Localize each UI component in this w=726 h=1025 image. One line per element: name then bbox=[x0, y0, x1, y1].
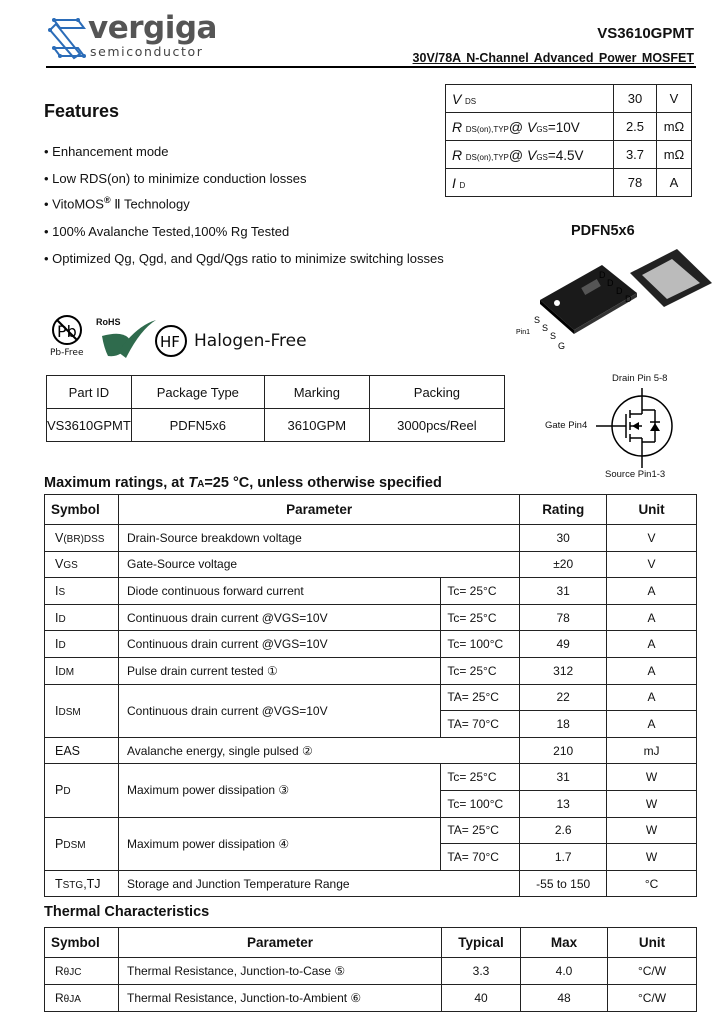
mosfet-schematic bbox=[540, 370, 710, 480]
unit-cell: W bbox=[607, 764, 697, 791]
param-cell: Pulse drain current tested ① bbox=[118, 657, 440, 684]
feature-item bbox=[44, 195, 190, 212]
symbol-cell bbox=[45, 985, 119, 1012]
symbol-cell bbox=[45, 657, 119, 684]
hf-symbol: HF bbox=[160, 333, 180, 351]
unit-cell: A bbox=[607, 657, 697, 684]
symbol-cell bbox=[45, 684, 119, 737]
header-cell: Typical bbox=[442, 928, 521, 958]
unit-cell: °C/W bbox=[608, 958, 697, 985]
symbol: R bbox=[55, 964, 64, 978]
symbol-sub: DM bbox=[58, 666, 75, 678]
pin-label: D bbox=[607, 278, 614, 288]
part-number-title: VS3610GPMT bbox=[597, 25, 694, 42]
value-cell: 78 bbox=[614, 169, 657, 197]
table-row bbox=[446, 169, 692, 197]
param-cell: Thermal Resistance, Junction-to-Case ⑤ bbox=[119, 958, 442, 985]
symbol-sub: S bbox=[58, 586, 66, 598]
table-row bbox=[45, 551, 697, 578]
ordering-table bbox=[46, 375, 505, 442]
unit-cell: W bbox=[607, 817, 697, 844]
symbol: V bbox=[452, 90, 462, 107]
param-cell: Diode continuous forward current bbox=[118, 578, 440, 605]
max-ratings-heading bbox=[44, 475, 442, 491]
rating-cell: ±20 bbox=[520, 551, 607, 578]
header-cell: Part ID bbox=[47, 376, 132, 409]
symbol: R bbox=[452, 146, 463, 163]
header-cell: Unit bbox=[607, 495, 697, 525]
rating-cell: 18 bbox=[520, 711, 607, 738]
feature-item: • Low RDS(on) to minimize conduction losses bbox=[44, 171, 307, 186]
unit-cell: mJ bbox=[607, 737, 697, 764]
table-header-row bbox=[47, 376, 505, 409]
symbol: I bbox=[55, 583, 59, 598]
brand-subtitle: semiconductor bbox=[90, 44, 204, 59]
table-header-row bbox=[45, 495, 697, 525]
features-heading: Features bbox=[44, 101, 120, 121]
product-subtitle: 30V/78A N-Channel Advanced Power MOSFET bbox=[412, 51, 694, 65]
unit-cell: A bbox=[657, 169, 692, 197]
rating-cell: 13 bbox=[520, 790, 607, 817]
table-header-row bbox=[45, 928, 697, 958]
header-cell: Parameter bbox=[119, 928, 442, 958]
thermal-heading: Thermal Characteristics bbox=[44, 904, 210, 920]
max-cell: 4.0 bbox=[521, 958, 608, 985]
condition-sub: GS bbox=[536, 152, 548, 162]
param-cell: Gate-Source voltage bbox=[118, 551, 519, 578]
condition-cell: Tc= 25°C bbox=[441, 764, 520, 791]
symbol-sub: D bbox=[459, 180, 466, 190]
pin-label: D bbox=[599, 270, 606, 280]
symbol-cell bbox=[45, 551, 119, 578]
rating-cell: 30 bbox=[520, 525, 607, 552]
pb-symbol: Pb bbox=[57, 322, 77, 341]
symbol-sub: D bbox=[58, 613, 66, 625]
value-cell: 2.5 bbox=[614, 113, 657, 141]
heading-text: =25 °C, unless otherwise specified bbox=[204, 475, 442, 491]
param-cell: Avalanche energy, single pulsed ② bbox=[118, 737, 519, 764]
rating-cell: 22 bbox=[520, 684, 607, 711]
param-cell: Storage and Junction Temperature Range bbox=[118, 870, 519, 897]
header-cell: Packing bbox=[369, 376, 504, 409]
pin-label: S bbox=[550, 331, 557, 341]
typical-cell: 3.3 bbox=[442, 958, 521, 985]
pin-label: G bbox=[558, 341, 566, 351]
table-row bbox=[45, 817, 697, 844]
symbol: P bbox=[55, 783, 64, 798]
condition-sym: V bbox=[526, 146, 537, 163]
symbol-cell bbox=[45, 764, 119, 817]
unit-cell: mΩ bbox=[657, 141, 692, 169]
gate-label: Gate Pin4 bbox=[545, 420, 588, 431]
condition-cell: Tc= 25°C bbox=[441, 578, 520, 605]
table-row bbox=[45, 870, 697, 897]
key-spec-table bbox=[445, 84, 692, 197]
symbol-sub: DS(on),TYP bbox=[465, 124, 509, 134]
rating-cell: 1.7 bbox=[520, 844, 607, 871]
symbol: R bbox=[452, 118, 463, 135]
rating-cell: 31 bbox=[520, 764, 607, 791]
header-cell: Rating bbox=[520, 495, 607, 525]
unit-cell: A bbox=[607, 631, 697, 658]
table-row bbox=[45, 525, 697, 552]
symbol-cell bbox=[45, 958, 119, 985]
symbol-cell bbox=[45, 631, 119, 658]
header-cell: Marking bbox=[264, 376, 369, 409]
unit-cell: °C/W bbox=[608, 985, 697, 1012]
max-cell: 48 bbox=[521, 985, 608, 1012]
table-row bbox=[446, 85, 692, 113]
value-cell: 3.7 bbox=[614, 141, 657, 169]
symbol: I bbox=[55, 610, 59, 625]
pin-label: S bbox=[534, 315, 541, 325]
heading-sub: A bbox=[197, 479, 205, 490]
condition-cell: TA= 70°C bbox=[441, 844, 520, 871]
symbol-cell bbox=[45, 817, 119, 870]
param-cell: Maximum power dissipation ③ bbox=[118, 764, 440, 817]
unit-cell: °C bbox=[607, 870, 697, 897]
value-cell: 30 bbox=[614, 85, 657, 113]
condition-cell: Tc= 25°C bbox=[441, 657, 520, 684]
param-cell: Continuous drain current @VGS=10V bbox=[118, 684, 440, 737]
symbol: V bbox=[55, 557, 64, 572]
feature-item: • Enhancement mode bbox=[44, 144, 169, 159]
rating-cell: 31 bbox=[520, 578, 607, 605]
header-cell: Max bbox=[521, 928, 608, 958]
header-cell: Symbol bbox=[45, 928, 119, 958]
table-row bbox=[446, 113, 692, 141]
table-row bbox=[45, 958, 697, 985]
symbol: P bbox=[55, 836, 64, 851]
unit-cell: V bbox=[657, 85, 692, 113]
symbol-cell bbox=[45, 578, 119, 605]
symbol-sub: DSM bbox=[58, 706, 81, 718]
drain-label: Drain Pin 5-8 bbox=[612, 373, 668, 384]
condition-cell: TA= 70°C bbox=[441, 711, 520, 738]
typical-cell: 40 bbox=[442, 985, 521, 1012]
table-row bbox=[446, 141, 692, 169]
symbol-cell bbox=[45, 870, 119, 897]
param-cell: Continuous drain current @VGS=10V bbox=[118, 631, 440, 658]
condition-value: =10V bbox=[547, 119, 580, 135]
source-label: Source Pin1-3 bbox=[605, 469, 666, 480]
table-row bbox=[45, 684, 697, 711]
vergiga-logo-icon bbox=[48, 16, 86, 60]
rating-cell: -55 to 150 bbox=[520, 870, 607, 897]
condition-sub: GS bbox=[536, 124, 548, 134]
symbol-sub: (BR)DSS bbox=[63, 533, 105, 545]
symbol-sub: θJC bbox=[63, 967, 82, 978]
symbol: I bbox=[55, 663, 59, 678]
cell: 3000pcs/Reel bbox=[369, 409, 504, 442]
symbol-sub: STG bbox=[62, 879, 84, 891]
cell: 3610GPM bbox=[264, 409, 369, 442]
condition-cell: TA= 25°C bbox=[441, 817, 520, 844]
condition-value: =4.5V bbox=[547, 147, 584, 163]
heading-text: Maximum ratings, at bbox=[44, 475, 189, 491]
rating-cell: 210 bbox=[520, 737, 607, 764]
mosfet-symbol-icon bbox=[540, 370, 710, 480]
symbol: V bbox=[55, 530, 64, 545]
symbol: I bbox=[452, 174, 456, 191]
halogen-free-label: Halogen-Free bbox=[194, 331, 307, 351]
pin1-label: Pin1 bbox=[516, 329, 531, 336]
param-cell: Maximum power dissipation ④ bbox=[118, 817, 440, 870]
unit-cell: V bbox=[607, 525, 697, 552]
condition: @ bbox=[508, 146, 527, 163]
company-logo bbox=[48, 10, 228, 66]
param-cell: Continuous drain current @VGS=10V bbox=[118, 604, 440, 631]
header-cell: Symbol bbox=[45, 495, 119, 525]
heading-symbol: T bbox=[188, 475, 198, 491]
table-row bbox=[45, 737, 697, 764]
condition-sym: V bbox=[526, 118, 537, 135]
header-cell: Parameter bbox=[118, 495, 519, 525]
feature-text: Ⅱ Technology bbox=[110, 196, 190, 212]
table-row bbox=[45, 764, 697, 791]
rating-cell: 49 bbox=[520, 631, 607, 658]
table-row bbox=[45, 631, 697, 658]
pin-label: D bbox=[625, 294, 632, 304]
feature-item: • 100% Avalanche Tested,100% Rg Tested bbox=[44, 224, 290, 239]
cell: VS3610GPMT bbox=[47, 409, 132, 442]
symbol: EAS bbox=[55, 743, 81, 758]
symbol-sub: D bbox=[58, 640, 66, 652]
rating-cell: 78 bbox=[520, 604, 607, 631]
table-row bbox=[45, 657, 697, 684]
pin-label: S bbox=[542, 323, 549, 333]
table-row bbox=[45, 604, 697, 631]
cell: PDFN5x6 bbox=[131, 409, 264, 442]
symbol: I bbox=[55, 703, 59, 718]
package-image-icon bbox=[512, 245, 712, 355]
table-row bbox=[47, 409, 505, 442]
certifications bbox=[48, 313, 308, 363]
symbol: I bbox=[55, 637, 59, 652]
unit-cell: A bbox=[607, 684, 697, 711]
rating-cell: 312 bbox=[520, 657, 607, 684]
max-ratings-table bbox=[44, 494, 697, 897]
condition-cell: Tc= 100°C bbox=[441, 631, 520, 658]
table-row bbox=[45, 985, 697, 1012]
unit-cell: V bbox=[607, 551, 697, 578]
halogen-free-icon bbox=[154, 324, 190, 360]
header-cell: Package Type bbox=[131, 376, 264, 409]
condition-cell: Tc= 25°C bbox=[441, 604, 520, 631]
pb-free-icon bbox=[50, 313, 90, 353]
symbol: T bbox=[55, 876, 63, 891]
symbol-cell bbox=[45, 737, 119, 764]
symbol-sub: DSM bbox=[63, 839, 86, 851]
condition-cell: TA= 25°C bbox=[441, 684, 520, 711]
rating-cell: 2.6 bbox=[520, 817, 607, 844]
registered-mark: ® bbox=[103, 195, 111, 205]
rohs-label: RoHS bbox=[96, 317, 121, 327]
unit-cell: A bbox=[607, 711, 697, 738]
param-cell: Thermal Resistance, Junction-to-Ambient ⑥ bbox=[119, 985, 442, 1012]
symbol-sub: D bbox=[63, 786, 71, 798]
thermal-table bbox=[44, 927, 697, 1012]
symbol-sub: DS(on),TYP bbox=[465, 152, 509, 162]
pb-free-label: Pb-Free bbox=[50, 348, 84, 358]
pin-label: D bbox=[616, 286, 623, 296]
brand-name: vergiga bbox=[88, 10, 217, 46]
symbol-cell bbox=[45, 525, 119, 552]
header-divider bbox=[46, 66, 696, 68]
unit-cell: mΩ bbox=[657, 113, 692, 141]
symbol-tail: ,TJ bbox=[83, 876, 101, 891]
feature-item: • Optimized Qg, Qgd, and Qgd/Qgs ratio to minimize switching losses bbox=[44, 251, 444, 266]
unit-cell: A bbox=[607, 604, 697, 631]
unit-cell: A bbox=[607, 578, 697, 605]
header-cell: Unit bbox=[608, 928, 697, 958]
unit-cell: W bbox=[607, 790, 697, 817]
symbol-sub: θJA bbox=[63, 994, 81, 1005]
symbol-sub: GS bbox=[63, 560, 78, 572]
table-row bbox=[45, 578, 697, 605]
symbol: R bbox=[55, 991, 64, 1005]
package-title: PDFN5x6 bbox=[571, 223, 635, 239]
unit-cell: W bbox=[607, 844, 697, 871]
condition: @ bbox=[508, 118, 527, 135]
condition-cell: Tc= 100°C bbox=[441, 790, 520, 817]
symbol-sub: DS bbox=[464, 96, 477, 106]
rohs-leaf-icon bbox=[96, 318, 156, 358]
param-cell: Drain-Source breakdown voltage bbox=[118, 525, 519, 552]
feature-text: • VitoMOS bbox=[44, 196, 104, 212]
symbol-cell bbox=[45, 604, 119, 631]
